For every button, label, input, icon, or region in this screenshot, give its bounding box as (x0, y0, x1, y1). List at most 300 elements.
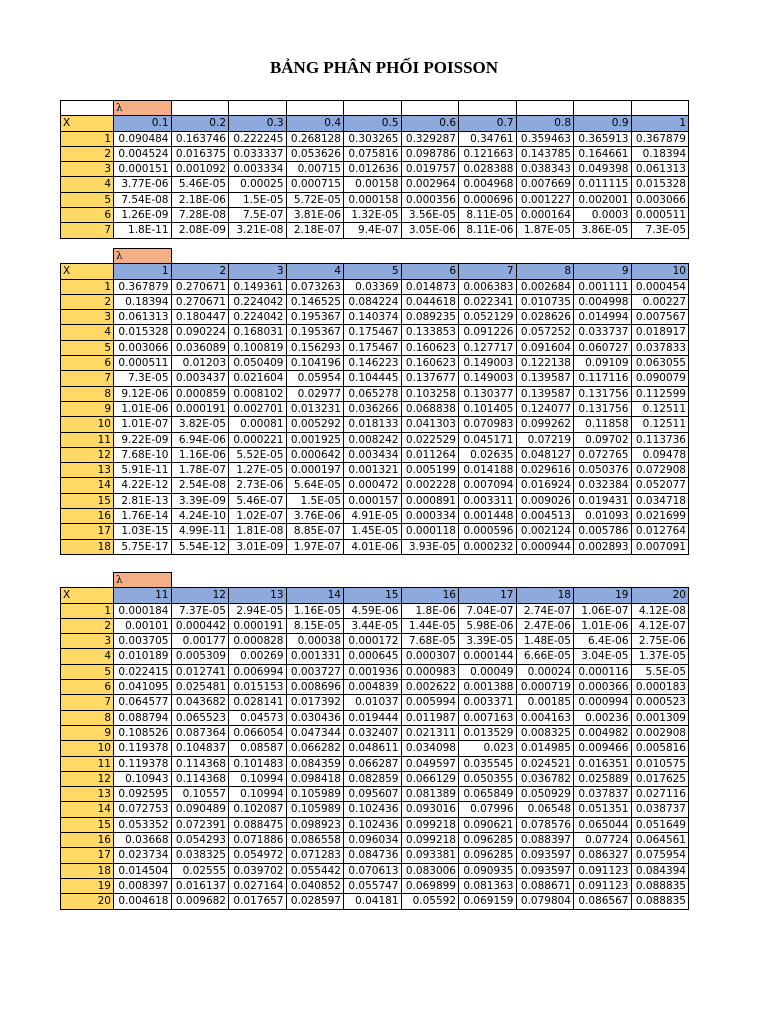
probability-cell: 0.017657 (229, 894, 287, 909)
x-value: 7 (61, 223, 114, 238)
probability-cell: 0.359463 (516, 131, 574, 146)
probability-cell: 0.140374 (344, 310, 402, 325)
probability-cell: 1.02E-07 (229, 509, 287, 524)
table-row (61, 340, 689, 355)
lambda-value: 20 (631, 588, 689, 603)
probability-cell: 0.066282 (286, 741, 344, 756)
table-row (61, 878, 689, 893)
probability-cell: 0.102087 (229, 802, 287, 817)
probability-cell: 5.5E-05 (631, 664, 689, 679)
x-value: 9 (61, 725, 114, 740)
probability-cell: 0.016137 (171, 878, 229, 893)
probability-cell: 8.11E-06 (459, 223, 517, 238)
probability-cell: 0.005199 (401, 463, 459, 478)
table-row (61, 131, 689, 146)
poisson-grid (60, 248, 689, 555)
probability-cell: 1.27E-05 (229, 463, 287, 478)
table-row (61, 603, 689, 618)
probability-cell: 0.113736 (631, 432, 689, 447)
x-value: 2 (61, 146, 114, 161)
lambda-row-spacer (171, 101, 229, 116)
probability-cell: 0.090079 (631, 371, 689, 386)
probability-cell: 0.054972 (229, 848, 287, 863)
probability-cell: 0.268128 (286, 131, 344, 146)
probability-cell: 0.160623 (401, 340, 459, 355)
probability-cell: 0.004163 (516, 710, 574, 725)
probability-cell: 0.014985 (516, 741, 574, 756)
probability-cell: 6.4E-06 (574, 634, 632, 649)
probability-cell: 0.048127 (516, 447, 574, 462)
probability-cell: 0.091604 (516, 340, 574, 355)
probability-cell: 9.4E-07 (344, 223, 402, 238)
probability-cell: 0.000356 (401, 192, 459, 207)
table-row (61, 894, 689, 909)
probability-cell: 0.092595 (114, 787, 172, 802)
probability-cell: 7.54E-08 (114, 192, 172, 207)
probability-cell: 0.022529 (401, 432, 459, 447)
probability-cell: 0.002684 (516, 279, 574, 294)
probability-cell: 0.000645 (344, 649, 402, 664)
probability-cell: 0.037837 (574, 787, 632, 802)
probability-cell: 0.07219 (516, 432, 574, 447)
lambda-value: 11 (114, 588, 172, 603)
probability-cell: 5.75E-17 (114, 539, 172, 554)
probability-cell: 0.091123 (574, 878, 632, 893)
probability-cell: 0.070613 (344, 863, 402, 878)
probability-cell: 0.000307 (401, 649, 459, 664)
probability-cell: 0.012764 (631, 524, 689, 539)
probability-cell: 0.329287 (401, 131, 459, 146)
probability-cell: 0.149003 (459, 371, 517, 386)
probability-cell: 0.019444 (344, 710, 402, 725)
table-row (61, 401, 689, 416)
probability-cell: 0.084394 (631, 863, 689, 878)
lambda-value: 10 (631, 264, 689, 279)
lambda-value: 0.9 (574, 116, 632, 131)
probability-cell: 2.81E-13 (114, 493, 172, 508)
probability-cell: 0.002908 (631, 725, 689, 740)
probability-cell: 0.005309 (171, 649, 229, 664)
probability-cell: 0.146525 (286, 294, 344, 309)
probability-cell: 7.3E-05 (114, 371, 172, 386)
probability-cell: 0.180447 (171, 310, 229, 325)
probability-cell: 3.39E-09 (171, 493, 229, 508)
probability-cell: 0.10557 (171, 787, 229, 802)
lambda-value: 3 (229, 264, 287, 279)
probability-cell: 0.084359 (286, 756, 344, 771)
table-row (61, 192, 689, 207)
lambda-row-spacer (459, 249, 517, 264)
probability-cell: 0.102436 (344, 817, 402, 832)
probability-cell: 0.105989 (286, 787, 344, 802)
probability-cell: 0.105989 (286, 802, 344, 817)
lambda-value: 5 (344, 264, 402, 279)
probability-cell: 0.01037 (344, 695, 402, 710)
probability-cell: 0.033737 (574, 325, 632, 340)
probability-cell: 0.001227 (516, 192, 574, 207)
probability-cell: 0.036089 (171, 340, 229, 355)
lambda-value: 9 (574, 264, 632, 279)
probability-cell: 0.011115 (574, 177, 632, 192)
probability-cell: 2.74E-07 (516, 603, 574, 618)
probability-cell: 0.093597 (516, 863, 574, 878)
probability-cell: 0.088475 (229, 817, 287, 832)
probability-cell: 0.000144 (459, 649, 517, 664)
probability-cell: 0.044618 (401, 294, 459, 309)
probability-cell: 0.119378 (114, 741, 172, 756)
probability-cell: 0.005786 (574, 524, 632, 539)
lambda-row-spacer (401, 249, 459, 264)
probability-cell: 0.081389 (401, 787, 459, 802)
probability-cell: 0.10994 (229, 771, 287, 786)
probability-cell: 0.09702 (574, 432, 632, 447)
lambda-value: 14 (286, 588, 344, 603)
probability-cell: 0.00177 (171, 634, 229, 649)
x-value: 5 (61, 192, 114, 207)
lambda-header-row (61, 588, 689, 603)
x-value: 9 (61, 401, 114, 416)
probability-cell: 0.036266 (344, 401, 402, 416)
probability-cell: 0.163746 (171, 131, 229, 146)
probability-cell: 6.94E-06 (171, 432, 229, 447)
probability-cell: 0.002228 (401, 478, 459, 493)
probability-cell: 0.08587 (229, 741, 287, 756)
probability-cell: 0.101405 (459, 401, 517, 416)
probability-cell: 7.28E-08 (171, 208, 229, 223)
probability-cell: 0.168031 (229, 325, 287, 340)
probability-cell: 1.01E-06 (114, 401, 172, 416)
x-value: 4 (61, 325, 114, 340)
lambda-label: λ (114, 101, 172, 116)
lambda-row-spacer (229, 573, 287, 588)
probability-cell: 5.52E-05 (229, 447, 287, 462)
probability-cell: 0.00024 (516, 664, 574, 679)
probability-cell: 0.00049 (459, 664, 517, 679)
probability-cell: 0.000511 (114, 356, 172, 371)
probability-cell: 0.008102 (229, 386, 287, 401)
probability-cell: 4.59E-06 (344, 603, 402, 618)
probability-cell: 3.86E-05 (574, 223, 632, 238)
probability-cell: 0.005994 (401, 695, 459, 710)
x-header: X (61, 264, 114, 279)
probability-cell: 0.007163 (459, 710, 517, 725)
probability-cell: 0.04181 (344, 894, 402, 909)
probability-cell: 5.46E-07 (229, 493, 287, 508)
probability-cell: 0.007567 (631, 310, 689, 325)
probability-cell: 0.098418 (286, 771, 344, 786)
probability-cell: 0.127717 (459, 340, 517, 355)
probability-cell: 0.139587 (516, 371, 574, 386)
probability-cell: 0.000454 (631, 279, 689, 294)
probability-cell: 0.02977 (286, 386, 344, 401)
table-row (61, 177, 689, 192)
probability-cell: 4.12E-07 (631, 618, 689, 633)
probability-cell: 0.124077 (516, 401, 574, 416)
probability-cell: 0.069899 (401, 878, 459, 893)
probability-cell: 0.019431 (574, 493, 632, 508)
probability-cell: 0.000944 (516, 539, 574, 554)
probability-cell: 0.086567 (574, 894, 632, 909)
probability-cell: 0.060727 (574, 340, 632, 355)
probability-cell: 0.018917 (631, 325, 689, 340)
probability-cell: 7.68E-05 (401, 634, 459, 649)
probability-cell: 0.036782 (516, 771, 574, 786)
table-row (61, 695, 689, 710)
x-value: 19 (61, 878, 114, 893)
probability-cell: 0.09109 (574, 356, 632, 371)
probability-cell: 0.021699 (631, 509, 689, 524)
x-value: 16 (61, 833, 114, 848)
probability-cell: 8.15E-05 (286, 618, 344, 633)
table-row (61, 371, 689, 386)
lambda-value: 1 (631, 116, 689, 131)
table-row (61, 325, 689, 340)
probability-cell: 0.011264 (401, 447, 459, 462)
lambda-label: λ (114, 249, 172, 264)
probability-cell: 0.003066 (631, 192, 689, 207)
probability-cell: 0.072391 (171, 817, 229, 832)
probability-cell: 0.000994 (574, 695, 632, 710)
x-value: 3 (61, 634, 114, 649)
probability-cell: 0.078576 (516, 817, 574, 832)
probability-cell: 4.12E-08 (631, 603, 689, 618)
probability-cell: 0.000183 (631, 680, 689, 695)
probability-cell: 0.149003 (459, 356, 517, 371)
x-value: 13 (61, 787, 114, 802)
probability-cell: 0.038325 (171, 848, 229, 863)
probability-cell: 0.075816 (344, 146, 402, 161)
probability-cell: 0.133853 (401, 325, 459, 340)
probability-cell: 0.053626 (286, 146, 344, 161)
probability-cell: 0.050376 (574, 463, 632, 478)
probability-cell: 0.000442 (171, 618, 229, 633)
probability-cell: 0.270671 (171, 279, 229, 294)
table-row (61, 524, 689, 539)
probability-cell: 1.5E-05 (286, 493, 344, 508)
table-row (61, 741, 689, 756)
probability-cell: 0.045171 (459, 432, 517, 447)
probability-cell: 0.014873 (401, 279, 459, 294)
probability-cell: 0.032407 (344, 725, 402, 740)
probability-cell: 0.12511 (631, 401, 689, 416)
lambda-row-spacer (344, 573, 402, 588)
probability-cell: 0.10943 (114, 771, 172, 786)
probability-cell: 0.160623 (401, 356, 459, 371)
lambda-value: 0.8 (516, 116, 574, 131)
probability-cell: 0.004513 (516, 509, 574, 524)
probability-cell: 0.270671 (171, 294, 229, 309)
probability-cell: 0.048611 (344, 741, 402, 756)
probability-cell: 0.000696 (459, 192, 517, 207)
lambda-row-spacer (574, 249, 632, 264)
probability-cell: 1.78E-07 (171, 463, 229, 478)
probability-cell: 0.034098 (401, 741, 459, 756)
probability-cell: 0.012741 (171, 664, 229, 679)
probability-cell: 0.071283 (286, 848, 344, 863)
probability-cell: 0.117116 (574, 371, 632, 386)
lambda-value: 12 (171, 588, 229, 603)
probability-cell: 0.017392 (286, 695, 344, 710)
probability-cell: 0.072765 (574, 447, 632, 462)
x-value: 17 (61, 848, 114, 863)
probability-cell: 0.034718 (631, 493, 689, 508)
x-value: 12 (61, 771, 114, 786)
probability-cell: 0.002124 (516, 524, 574, 539)
probability-cell: 0.09478 (631, 447, 689, 462)
probability-cell: 1.48E-05 (516, 634, 574, 649)
probability-cell: 0.015328 (114, 325, 172, 340)
probability-cell: 0.000334 (401, 509, 459, 524)
table-row (61, 478, 689, 493)
probability-cell: 0.365913 (574, 131, 632, 146)
probability-cell: 0.053352 (114, 817, 172, 832)
probability-cell: 0.096034 (344, 833, 402, 848)
probability-cell: 0.000197 (286, 463, 344, 478)
probability-cell: 0.096285 (459, 848, 517, 863)
probability-cell: 0.222245 (229, 131, 287, 146)
probability-cell: 0.021311 (401, 725, 459, 740)
lambda-row-spacer (516, 573, 574, 588)
probability-cell: 0.000172 (344, 634, 402, 649)
x-value: 17 (61, 524, 114, 539)
probability-cell: 0.000232 (459, 539, 517, 554)
probability-cell: 0.000642 (286, 447, 344, 462)
probability-cell: 0.175467 (344, 325, 402, 340)
probability-cell: 9.12E-06 (114, 386, 172, 401)
probability-cell: 0.088397 (516, 833, 574, 848)
x-value: 2 (61, 294, 114, 309)
probability-cell: 0.05592 (401, 894, 459, 909)
probability-cell: 0.000164 (516, 208, 574, 223)
probability-cell: 0.013231 (286, 401, 344, 416)
probability-cell: 1.01E-07 (114, 417, 172, 432)
x-value: 1 (61, 279, 114, 294)
table-row (61, 725, 689, 740)
probability-cell: 0.066054 (229, 725, 287, 740)
x-value: 5 (61, 664, 114, 679)
probability-cell: 0.00038 (286, 634, 344, 649)
probability-cell: 0.164661 (574, 146, 632, 161)
x-value: 4 (61, 177, 114, 192)
probability-cell: 0.004998 (574, 294, 632, 309)
probability-cell: 0.065523 (171, 710, 229, 725)
probability-cell: 0.090935 (459, 863, 517, 878)
probability-cell: 0.071886 (229, 833, 287, 848)
probability-cell: 0.065278 (344, 386, 402, 401)
probability-cell: 0.146223 (344, 356, 402, 371)
probability-cell: 0.032384 (574, 478, 632, 493)
probability-cell: 0.007094 (459, 478, 517, 493)
lambda-row-spacer (229, 101, 287, 116)
probability-cell: 1.5E-05 (229, 192, 287, 207)
lambda-row-spacer (401, 101, 459, 116)
lambda-label: λ (114, 573, 172, 588)
probability-cell: 4.24E-10 (171, 509, 229, 524)
probability-cell: 4.01E-06 (344, 539, 402, 554)
probability-cell: 0.195367 (286, 325, 344, 340)
x-value: 7 (61, 371, 114, 386)
lambda-value: 0.1 (114, 116, 172, 131)
lambda-row-spacer (401, 573, 459, 588)
probability-cell: 6.66E-05 (516, 649, 574, 664)
probability-cell: 3.76E-06 (286, 509, 344, 524)
probability-cell: 0.027116 (631, 787, 689, 802)
probability-cell: 0.0003 (574, 208, 632, 223)
table-row (61, 162, 689, 177)
probability-cell: 0.008696 (286, 680, 344, 695)
table-row (61, 756, 689, 771)
table-row (61, 310, 689, 325)
lambda-value: 15 (344, 588, 402, 603)
lambda-row-spacer (61, 249, 114, 264)
probability-cell: 0.001388 (459, 680, 517, 695)
probability-cell: 7.68E-10 (114, 447, 172, 462)
probability-cell: 0.006383 (459, 279, 517, 294)
lambda-row-spacer (286, 101, 344, 116)
probability-cell: 0.114368 (171, 771, 229, 786)
probability-cell: 1.87E-05 (516, 223, 574, 238)
probability-cell: 0.000151 (114, 162, 172, 177)
probability-cell: 0.088794 (114, 710, 172, 725)
probability-cell: 0.005292 (286, 417, 344, 432)
probability-cell: 0.084736 (344, 848, 402, 863)
probability-cell: 0.025889 (574, 771, 632, 786)
probability-cell: 0.001936 (344, 664, 402, 679)
probability-cell: 5.54E-12 (171, 539, 229, 554)
lambda-row-spacer (516, 249, 574, 264)
probability-cell: 0.002964 (401, 177, 459, 192)
probability-cell: 5.91E-11 (114, 463, 172, 478)
probability-cell: 0.001309 (631, 710, 689, 725)
probability-cell: 0.006994 (229, 664, 287, 679)
lambda-row-spacer (459, 573, 517, 588)
probability-cell: 0.089235 (401, 310, 459, 325)
probability-cell: 0.000158 (344, 192, 402, 207)
probability-cell: 0.000596 (459, 524, 517, 539)
x-header: X (61, 588, 114, 603)
probability-cell: 0.073263 (286, 279, 344, 294)
probability-cell: 0.030436 (286, 710, 344, 725)
probability-cell: 8.85E-07 (286, 524, 344, 539)
probability-cell: 0.009026 (516, 493, 574, 508)
probability-cell: 0.019757 (401, 162, 459, 177)
probability-cell: 0.015153 (229, 680, 287, 695)
table-row (61, 447, 689, 462)
lambda-header-row (61, 116, 689, 131)
probability-cell: 0.022341 (459, 294, 517, 309)
probability-cell: 0.010575 (631, 756, 689, 771)
probability-cell: 3.82E-05 (171, 417, 229, 432)
lambda-row-spacer (171, 573, 229, 588)
probability-cell: 0.075954 (631, 848, 689, 863)
probability-cell: 0.095607 (344, 787, 402, 802)
probability-cell: 2.47E-06 (516, 618, 574, 633)
probability-cell: 0.000116 (574, 664, 632, 679)
probability-cell: 0.00269 (229, 649, 287, 664)
probability-cell: 0.01203 (171, 356, 229, 371)
probability-cell: 2.08E-09 (171, 223, 229, 238)
probability-cell: 0.03369 (344, 279, 402, 294)
lambda-value: 6 (401, 264, 459, 279)
x-value: 15 (61, 493, 114, 508)
probability-cell: 0.003434 (344, 447, 402, 462)
probability-cell: 0.098786 (401, 146, 459, 161)
lambda-value: 4 (286, 264, 344, 279)
probability-cell: 5.64E-05 (286, 478, 344, 493)
x-value: 3 (61, 162, 114, 177)
probability-cell: 0.086327 (574, 848, 632, 863)
probability-cell: 0.000472 (344, 478, 402, 493)
